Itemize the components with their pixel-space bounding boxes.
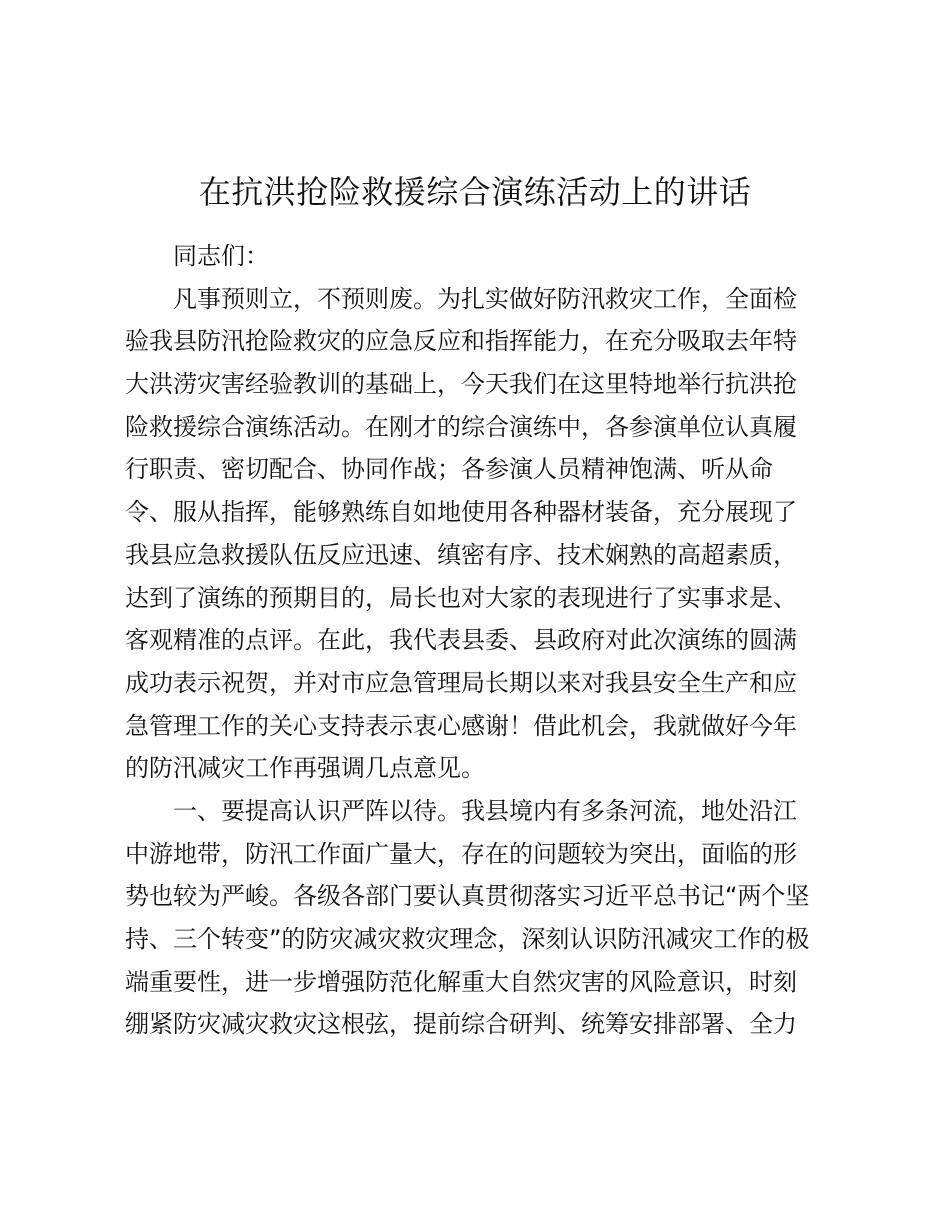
paragraph-1-line-10: 成功表示祝贺，并对市应急管理局长期以来对我县安全生产和应	[125, 668, 797, 697]
paragraph-1-line-2: 验我县防汛抢险救灾的应急反应和指挥能力，在充分吸取去年特	[125, 327, 797, 356]
document-body	[125, 235, 831, 1046]
paragraph-1-line-4: 险救援综合演练活动。在刚才的综合演练中，各参演单位认真履	[125, 412, 797, 441]
paragraph-2-line-2: 中游地带，防汛工作面广量大，存在的问题较为突出，面临的形	[125, 839, 797, 868]
paragraph-2-line-1: 一、要提高认识严阵以待。我县境内有多条河流，地处沿江	[173, 796, 797, 825]
paragraph-1-line-3: 大洪涝灾害经验教训的基础上，今天我们在这里特地举行抗洪抢	[125, 370, 797, 399]
paragraph-2-line-5: 端重要性，进一步增强防范化解重大自然灾害的风险意识，时刻	[125, 967, 797, 996]
paragraph-2-line-6: 绷紧防灾减灾救灾这根弦，提前综合研判、统筹安排部署、全力	[125, 1010, 797, 1039]
paragraph-1-line-11: 急管理工作的关心支持表示衷心感谢！借此机会，我就做好今年	[125, 711, 797, 740]
paragraph-1-line-7: 我县应急救援队伍反应迅速、缜密有序、技术娴熟的高超素质，	[125, 540, 797, 569]
document-title: 在抗洪抢险救援综合演练活动上的讲话	[198, 173, 752, 211]
paragraph-1-line-12: 的防汛减灾工作再强调几点意见。	[125, 754, 485, 783]
salutation: 同志们：	[173, 242, 269, 270]
paragraph-1-line-8: 达到了演练的预期目的，局长也对大家的表现进行了实事求是、	[125, 583, 797, 612]
paragraph-1-line-5: 行职责、密切配合、协同作战；各参演人员精神饱满、听从命	[125, 455, 773, 484]
paragraph-2-line-4: 持、三个转变”的防灾减灾救灾理念，深刻认识防汛减灾工作的极	[125, 925, 810, 953]
paragraph-2-line-3: 势也较为严峻。各级各部门要认真贯彻落实习近平总书记“两个坚	[125, 882, 810, 911]
paragraph-1-line-6: 令、服从指挥，能够熟练自如地使用各种器材装备，充分展现了	[125, 498, 797, 527]
paragraph-1-line-9: 客观精准的点评。在此，我代表县委、县政府对此次演练的圆满	[125, 626, 797, 655]
paragraph-1-line-1: 凡事预则立，不预则废。为扎实做好防汛救灾工作，全面检	[173, 284, 797, 313]
